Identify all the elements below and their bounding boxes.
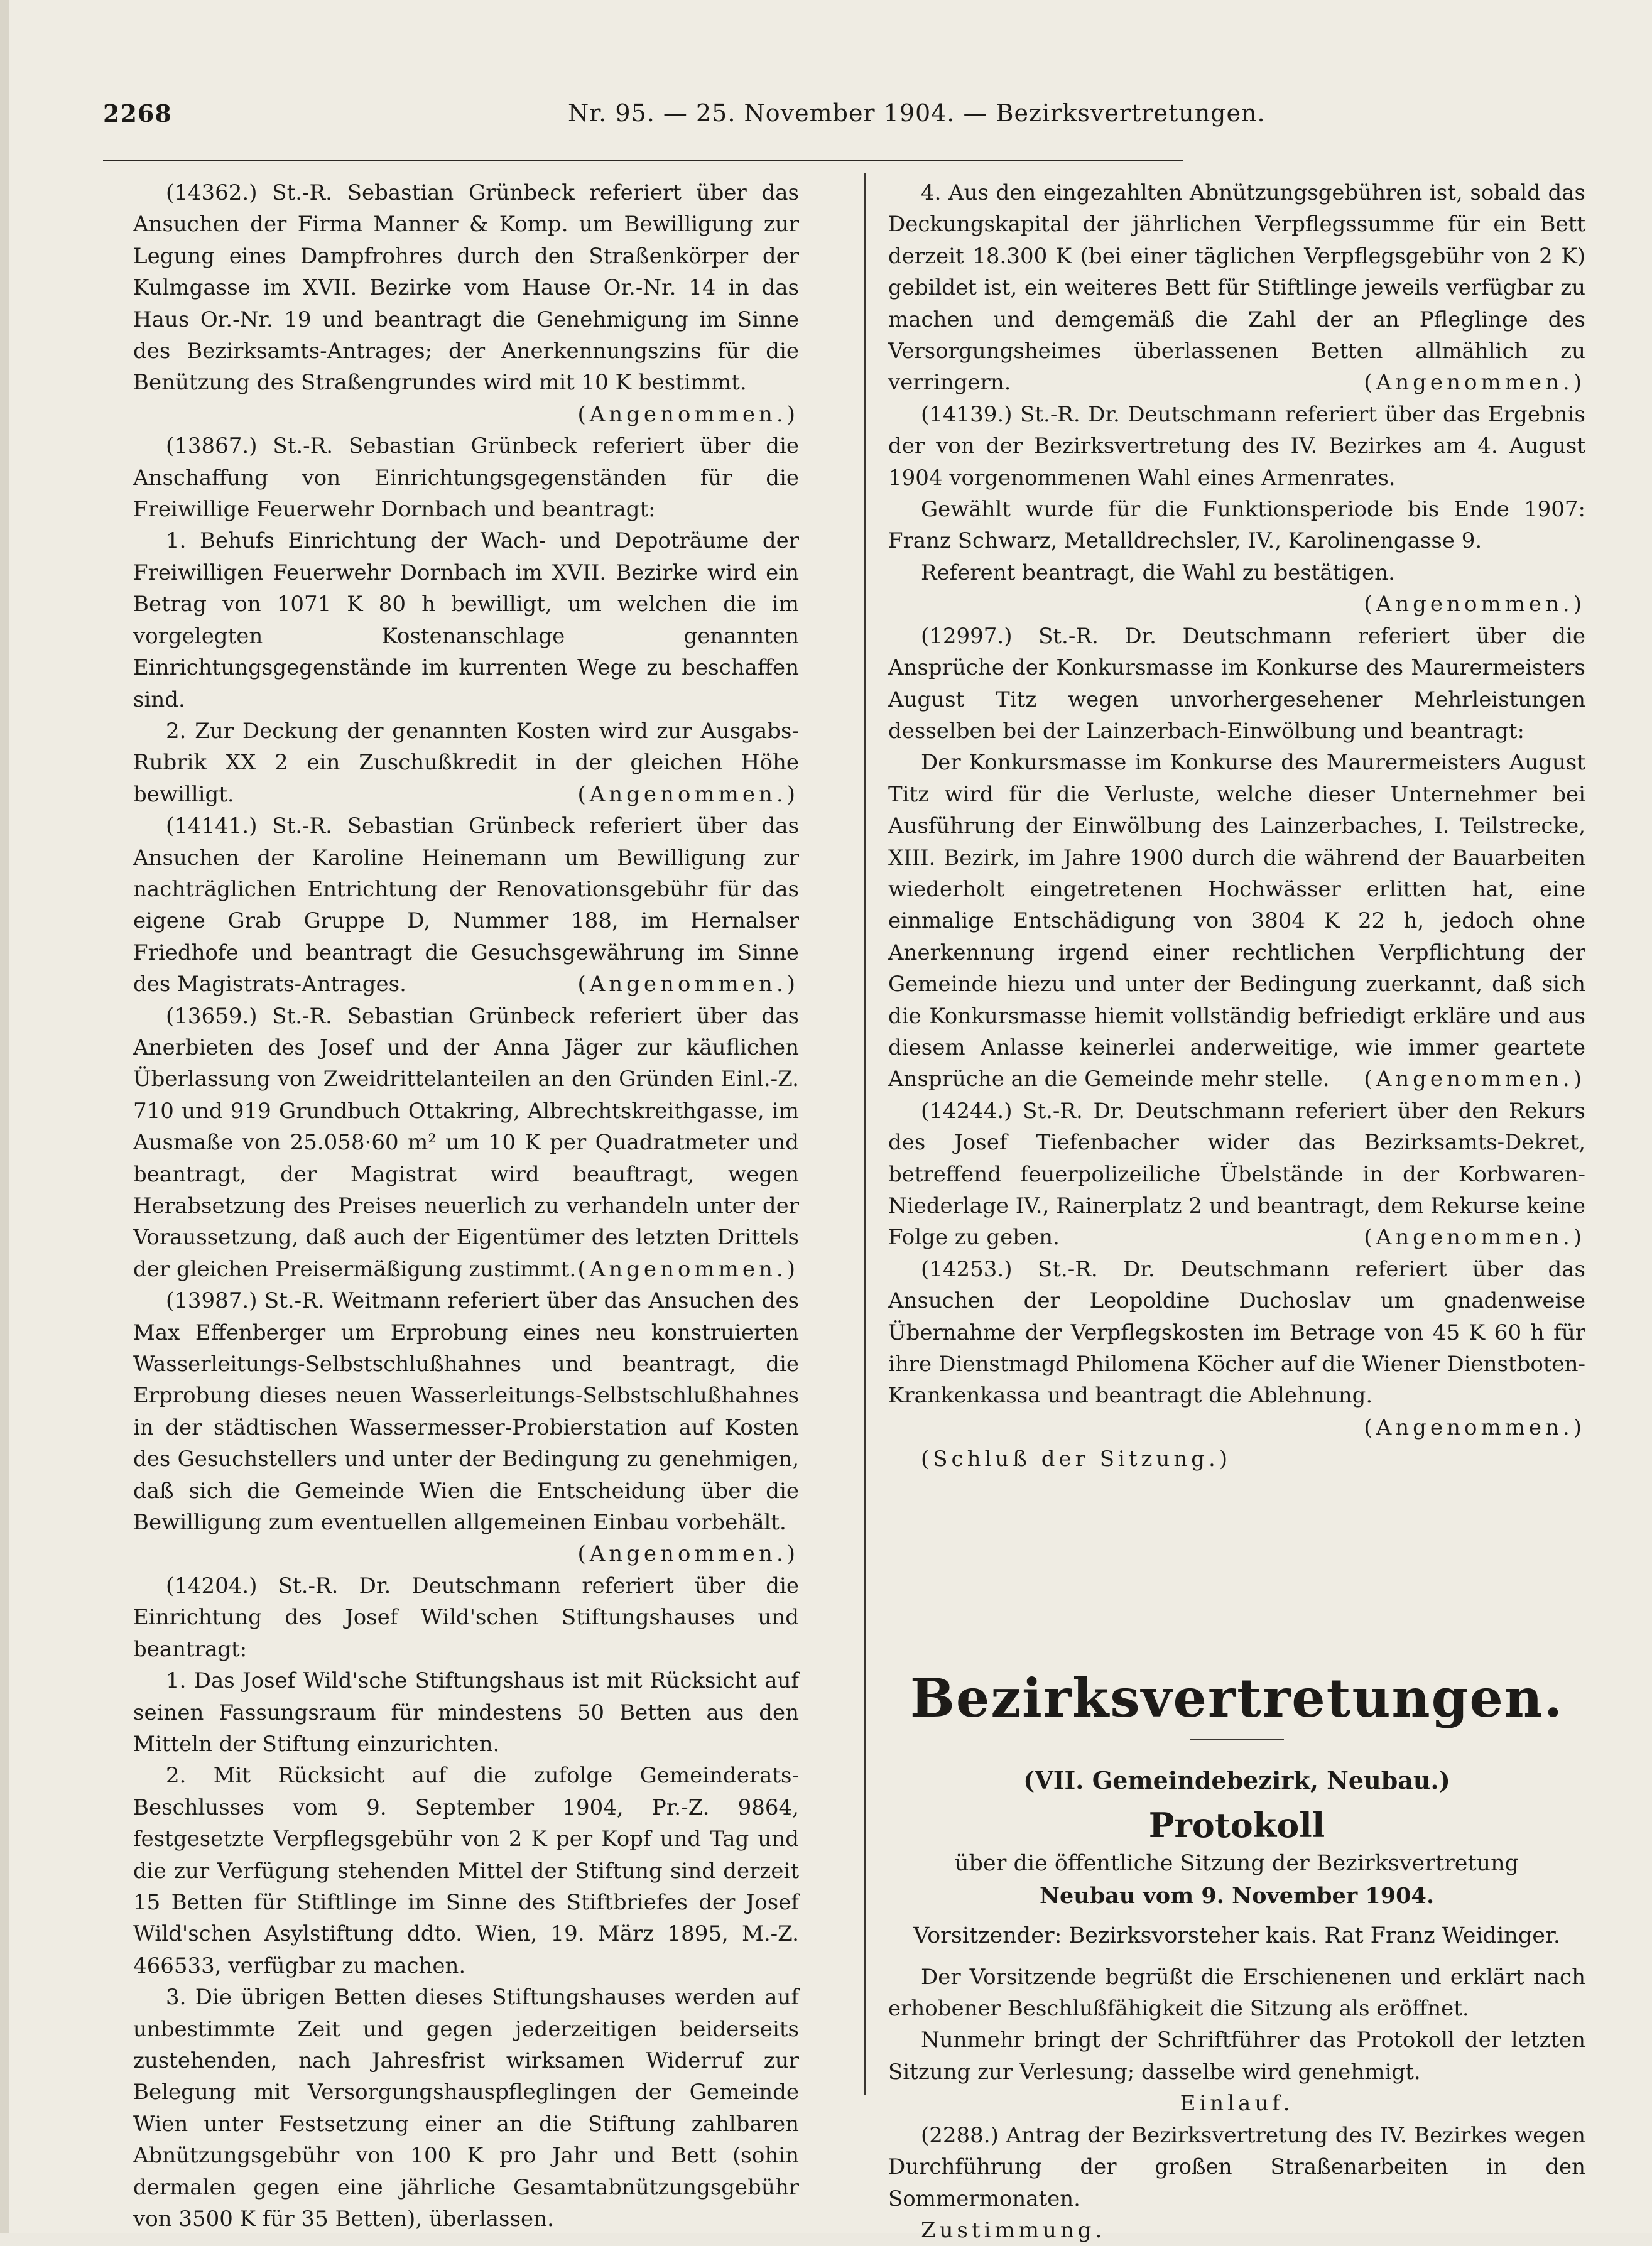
item-14139 <box>888 399 1585 494</box>
column-divider <box>864 173 866 2095</box>
item-14204 <box>133 1570 799 1665</box>
item-text: 3. Die übrigen Betten dieses Stiftungshauses werden auf unbestimmte Zeit und gegen jederzeitigen beiderseits zustehenden, nach Jahresfrist wirksamen Widerruf zur Belegung mit Versorgungshauspfleglingen der Gemeinde Wien unter Festsetzung einer an die Stiftung zahlbaren Abnützungsgebühr von 100 K pro Jahr und Bett (sohin dermalen gegen eine jährliche Gesamtabnützungsgebühr von 3500 K für 35 Betten), überlassen. <box>133 1985 799 2232</box>
item-text: (14141.) St.-R. Sebastian Grünbeck referiert über das Ansuchen der Karoline Heinemann um Bewilligung zur nachträglichen Entrichtung der Renovationsgebühr für das eigene Grab Gruppe D, Nummer 188, im Hernalser Friedhofe und beantragt die Gesuchsgewährung im Sinne des Magistrats-Antrages. <box>133 813 799 997</box>
item-13867 <box>133 430 799 525</box>
item-text: 4. Aus den eingezahlten Abnützungsgebühren ist, sobald das Deckungskapital der jährlichen Verpflegssumme für ein Bett derzeit 18.300 K (bei einer täglichen Verpflegsgebühr von 2 K) gebildet ist, ein weiteres Bett für Stiftlinge jeweils verfügbar zu machen und demgemäß die Zahl der an Pfleglinge des Versorgungsheimes überlassenen Betten allmählich zu verringern. <box>888 180 1585 396</box>
protokoll-intro-line-1: über die öffentliche Sitzung der Bezirksvertretung <box>954 1850 1519 1876</box>
item-text: 1. Behufs Einrichtung der Wach- und Depoträume der Freiwilligen Feuerwehr Dornbach im XVII. Bezirke wird ein Betrag von 1071 K 80 h bewilligt, um welchen die im vorgelegten Kostenanschlage genannten Einrichtungsgegenstände im kurrenten Wege zu beschaffen sind. <box>133 528 799 712</box>
page-number: 2268 <box>103 99 172 127</box>
item-14204-point-2 <box>133 1760 799 1982</box>
chairman-line: Vorsitzender: Bezirksvorsteher kais. Rat Franz Weidinger. <box>913 1923 1560 1948</box>
opening-paragraph: Der Vorsitzende begrüßt die Erschienenen und erklärt nach erhobener Beschlußfähigkeit die Sitzung als eröffnet. <box>888 1964 1585 2022</box>
decision: (Angenommen.) <box>1364 1225 1585 1250</box>
decision: (Angenommen.) <box>1364 1066 1585 1092</box>
item-14141 <box>133 810 799 1000</box>
item-text: (14253.) St.-R. Dr. Deutschmann referiert über das Ansuchen der Leopoldine Duchoslav um gnadenweise Übernahme der Verpflegskosten im Betrage von 45 K 60 h für ihre Dienstmagd Philomena Köcher auf die Wiener Dienstboten-Krankenkassa und beantragt die Ablehnung. <box>888 1256 1585 1409</box>
item-text: 2. Zur Deckung der genannten Kosten wird zur Ausgabs-Rubrik XX 2 ein Zuschußkredit in der gleichen Höhe bewilligt. <box>133 718 799 807</box>
decision: (Angenommen.) <box>577 972 799 997</box>
running-head: Nr. 95. — 25. November 1904. — Bezirksvertretungen. <box>568 99 1266 127</box>
item-text: Der Konkursmasse im Konkurse des Maurermeisters August Titz wird für die Verluste, welche dieser Unternehmer bei Ausführung der Einwölbung des Lainzerbaches, I. Teilstrecke, XIII. Bezirk, im Jahre 1900 durch die während der Bauarbeiten wiederholt eingetretenen Hochwässer erlitten hat, eine einmalige Entschädigung von 3804 K 22 h, jedoch ohne Anerkennung irgend einer rechtlichen Verpflichtung der Gemeinde hiezu und unter der Bedingung zuerkannt, daß sich die Konkursmasse hiemit vollständig befriedigt erkläre und aus diesem Anlasse keinerlei anderweitige, wie immer geartete Ansprüche an die Gemeinde mehr stelle. <box>888 750 1585 1092</box>
item-text: (14244.) St.-R. Dr. Deutschmann referiert über den Rekurs des Josef Tiefenbacher wider das Bezirksamts-Dekret, betreffend feuerpolizeiliche Übelstände in der Korbwaren-Niederlage IV., Rainerplatz 2 und beantragt, dem Rekurse keine Folge zu geben. <box>888 1098 1585 1250</box>
einlauf-heading: Einlauf. <box>1180 2091 1294 2117</box>
item-text: (14204.) St.-R. Dr. Deutschmann referiert über die Einrichtung des Josef Wild'schen Stiftungshauses und beantragt: <box>133 1573 799 1662</box>
item-text: (14139.) St.-R. Dr. Deutschmann referiert über das Ergebnis der von der Bezirksvertretung des IV. Bezirkes am 4. August 1904 vorgenommenen Wahl eines Armenrates. <box>888 401 1585 491</box>
item-text: 1. Das Josef Wild'sche Stiftungshaus ist mit Rücksicht auf seinen Fassungsraum für mindestens 50 Betten aus den Mitteln der Stiftung einzurichten. <box>133 1668 799 1757</box>
item-text: (13867.) St.-R. Sebastian Grünbeck referiert über die Anschaffung von Einrichtungsgegenständen für die Freiwillige Feuerwehr Dornbach und beantragt: <box>133 433 799 523</box>
section-rule <box>1190 1739 1284 1740</box>
decision: (Angenommen.) <box>577 1256 799 1282</box>
left-column <box>133 177 799 2235</box>
session-closing: (Schluß der Sitzung.) <box>921 1446 1232 1472</box>
item-12997 <box>888 621 1585 747</box>
right-column <box>888 177 1585 2246</box>
item-2288: (2288.) Antrag der Bezirksvertretung des IV. Bezirkes wegen Durchführung der großen Straßenarbeiten in den Sommermonaten. <box>888 2122 1585 2211</box>
item-text: (14362.) St.-R. Sebastian Grünbeck referiert über das Ansuchen der Firma Manner & Komp. um Bewilligung zur Legung eines Dampfrohres durch den Straßenkörper der Kulmgasse im XVII. Bezirke vom Hause Or.-Nr. 14 in das Haus Or.-Nr. 19 und beantragt die Genehmigung im Sinne des Bezirksamts-Antrages; der Anerkennungszins für die Benützung des Straßengrundes wird mit 10 K bestimmt. <box>133 180 799 396</box>
item-14362 <box>133 177 799 427</box>
protokoll-heading: Protokoll <box>1148 1804 1325 1845</box>
minutes-paragraph: Nunmehr bringt der Schriftführer das Protokoll der letzten Sitzung zur Verlesung; dasselbe wird genehmigt. <box>888 2027 1585 2085</box>
item-14244 <box>888 1095 1585 1254</box>
decision: (Angenommen.) <box>577 1541 799 1567</box>
header-rule <box>103 160 1183 161</box>
decision: (Angenommen.) <box>1364 370 1585 396</box>
item-13867-point-1 <box>133 525 799 715</box>
item-text: (12997.) St.-R. Dr. Deutschmann referiert über die Ansprüche der Konkursmasse im Konkurse des Maurermeisters August Titz wegen unvorhergesehener Mehrleistungen desselben bei der Lainzerbach-Einwölbung und beantragt: <box>888 623 1585 744</box>
item-text: Referent beantragt, die Wahl zu bestätigen. <box>921 560 1395 585</box>
item-13867-point-2 <box>133 715 799 810</box>
decision: (Angenommen.) <box>577 401 799 427</box>
decision: (Angenommen.) <box>1364 592 1585 617</box>
item-14204-point-4 <box>888 177 1585 399</box>
item-14204-point-3 <box>133 1982 799 2235</box>
district-subtitle: (VII. Gemeindebezirk, Neubau.) <box>1023 1766 1450 1794</box>
item-14204-point-1 <box>133 1665 799 1760</box>
item-text: (13659.) St.-R. Sebastian Grünbeck referiert über das Anerbieten des Josef und der Anna Jäger zur käuflichen Überlassung von Zweidrittelanteilen an den Gründen Einl.-Z. 710 und 919 Grundbuch Ottakring, Albrechtskreithgasse, im Ausmaße von 25.058·60 m² um 10 K per Quadratmeter und beantragt, der Magistrat wird beauftragt, wegen Herabsetzung des Preises neuerlich zu verhandeln unter der Voraussetzung, daß auch der Eigentümer des letzten Drittels der gleichen Preisermäßigung zustimmt. <box>133 1003 799 1282</box>
item-12997-motion <box>888 747 1585 1095</box>
item-13659 <box>133 1001 799 1286</box>
decision: (Angenommen.) <box>1364 1414 1585 1440</box>
item-text: (13987.) St.-R. Weitmann referiert über das Ansuchen des Max Effenberger um Erprobung eines neu konstruierten Wasserleitungs-Selbstschlußhahnes und beantragt, die Erprobung dieses neuen Wasserleitungs-Selbstschlußhahnes in der städtischen Wassermesser-Probierstation auf Kosten des Gesuchstellers und unter der Bedingung zu genehmigen, daß sich die Gemeinde Wien die Entscheidung über die Bewilligung zum eventuellen allgemeinen Einbau vorbehält. <box>133 1288 799 1536</box>
item-text: 2. Mit Rücksicht auf die zufolge Gemeinderats-Beschlusses vom 9. September 1904, Pr.-Z. 9864, festgesetzte Verpflegsgebühr von 2 K per Kopf und Tag und die zur Verfügung stehenden Mittel der Stiftung sind derzeit 15 Betten für Stiftlinge im Sinne des Stiftbriefes der Josef Wild'schen Asylstiftung ddto. Wien, 19. März 1895, M.-Z. 466533, verfügbar zu machen. <box>133 1763 799 1978</box>
item-text: Gewählt wurde für die Funktionsperiode bis Ende 1907: Franz Schwarz, Metalldrechsler, IV., Karolinengasse 9. <box>888 497 1585 554</box>
item-14139-election <box>888 494 1585 557</box>
item-14139-motion <box>888 557 1585 617</box>
item-13987 <box>133 1285 799 1567</box>
protokoll-intro-line-2: Neubau vom 9. November 1904. <box>1039 1882 1435 1909</box>
section-title: Bezirksvertretungen. <box>910 1666 1564 1729</box>
decision: (Angenommen.) <box>577 781 799 807</box>
item-14253 <box>888 1254 1585 1440</box>
consent-line: Zustimmung. <box>921 2217 1106 2243</box>
